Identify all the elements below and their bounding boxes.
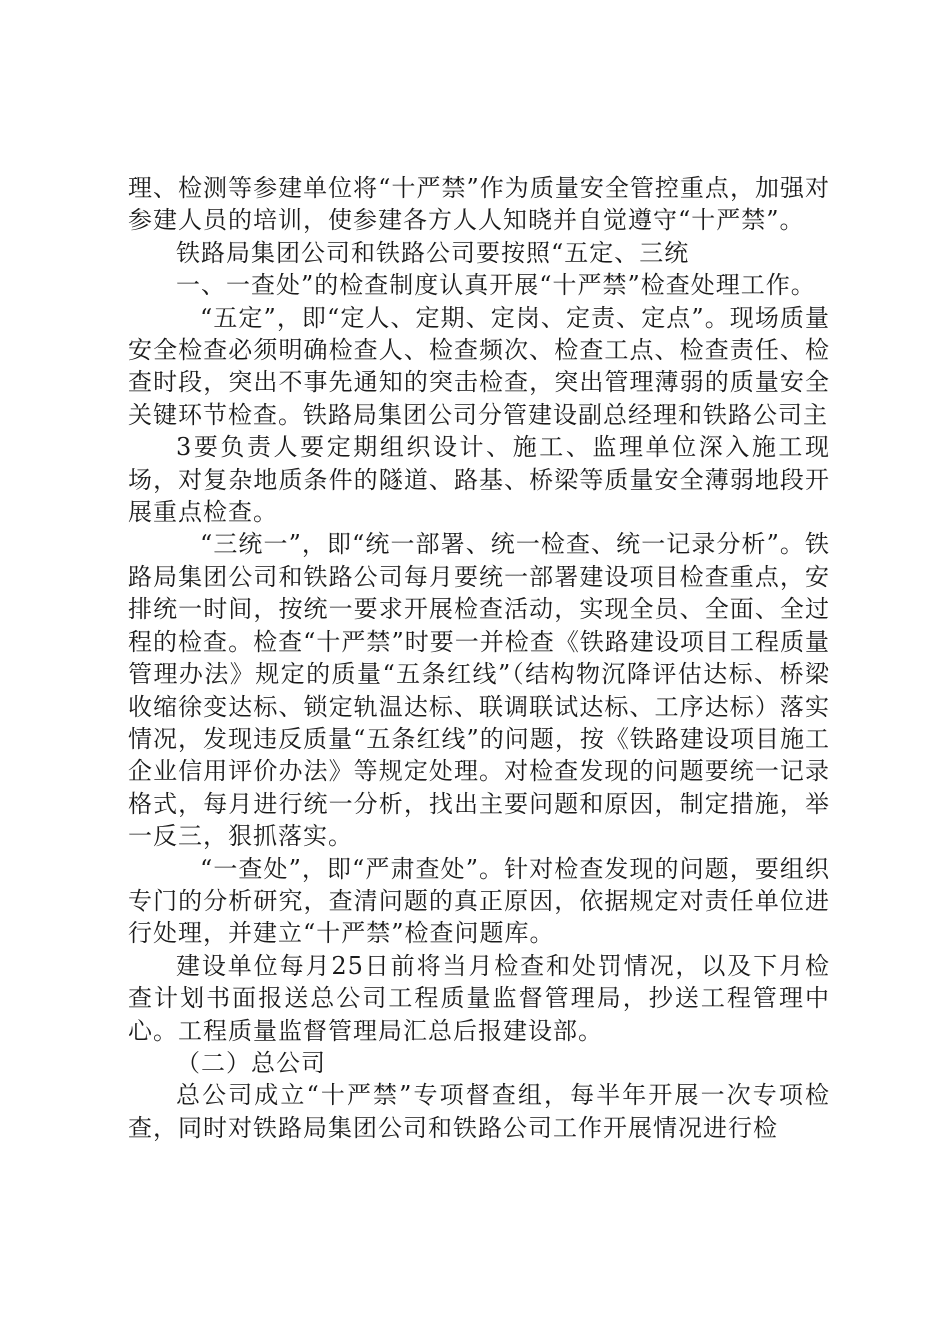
paragraph-five-fixed: “五定”，即“定人、定期、定岗、定责、定点”。现场质量安全检查必须明确检查人、检查频次、检查工点、检查责任、检查时段，突出不事先通知的突击检查，突出管理薄弱的质量安全关键环节检查。铁路局集团公司分管建设副总经理和铁路公司主 [128,303,830,429]
paragraph-continuation: 理、检测等参建单位将“十严禁”作为质量安全管控重点，加强对参建人员的培训，使参建各方人人知晓并自觉遵守“十严禁”。 [128,174,830,235]
paragraph-inspection-system: 一、一查处”的检查制度认真开展“十严禁”检查处理工作。 [176,271,816,300]
document-body [128,172,830,1144]
paragraph-five-three: 铁路局集团公司和铁路公司要按照“五定、三统 [176,238,690,267]
paragraph-three-unified: “三统一”，即“统一部署、统一检查、统一记录分析”。铁路局集团公司和铁路公司每月要统一部署建设项目检查重点，安排统一时间，按统一要求开展检查活动，实现全员、全面、全过程的检查。检查“十严禁”时要一并检查《铁路建设项目工程质量管理办法》规定的质量“五条红线”（结构物沉降评估达标、桥梁收缩徐变达标、锁定轨温达标、联调联试达标、工序达标）落实情况，发现违反质量“五条红线”的问题，按《铁路建设项目施工企业信用评价办法》等规定处理。对检查发现的问题要统一记录格式，每月进行统一分析，找出主要问题和原因，制定措施，举一反三，狠抓落实。 [128,530,830,851]
paragraph-monthly-report: 建设单位每月25日前将当月检查和处罚情况，以及下月检查计划书面报送总公司工程质量监督管理局，抄送工程管理中心。工程质量监督管理局汇总后报建设部。 [128,951,830,1045]
paragraph-one-investigation: “一查处”，即“严肃查处”。针对检查发现的问题，要组织专门的分析研究，查清问题的真正原因，依据规定对责任单位进行处理，并建立“十严禁”检查问题库。 [128,854,830,948]
paragraph-leaders-inspection: 3要负责人要定期组织设计、施工、监理单位深入施工现场，对复杂地质条件的隧道、路基、桥梁等质量安全薄弱地段开展重点检查。 [128,433,830,527]
section-heading-head-office: （二）总公司 [176,1048,326,1077]
paragraph-head-office-supervision: 总公司成立“十严禁”专项督查组，每半年开展一次专项检查，同时对铁路局集团公司和铁路公司工作开展情况进行检 [128,1081,830,1142]
